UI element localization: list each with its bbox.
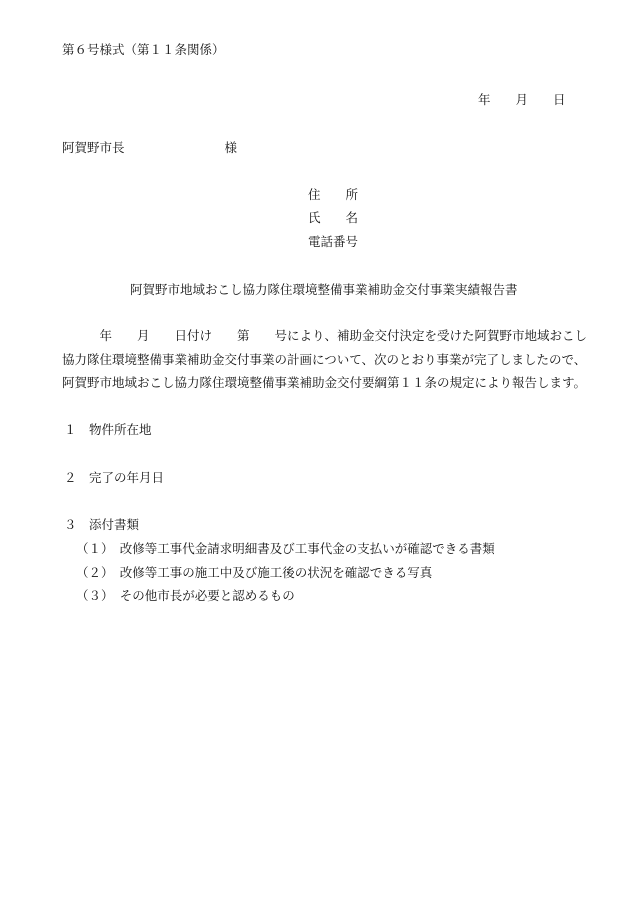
date-line: 年 月 日 — [478, 92, 566, 107]
attachment-list — [76, 543, 495, 614]
body-line: 年 月 日付け 第 号により、補助金交付決定を受けた阿賀野市地域おこし — [62, 328, 588, 343]
document-title: 阿賀野市地域おこし協力隊住環境整備事業補助金交付事業実績報告書 — [130, 282, 518, 297]
section-property-location: １ 物件所在地 — [64, 422, 152, 437]
phone-label: 電話番号 — [308, 234, 359, 249]
body-paragraph — [62, 328, 588, 401]
section-attachments: ３ 添付書類 — [64, 517, 140, 532]
addressee: 阿賀野市長 様 — [62, 140, 238, 155]
form-number: 第６号様式（第１１条関係） — [62, 42, 225, 57]
address-label: 住 所 — [308, 187, 359, 202]
attachment-item: （２） 改修等工事の施工中及び施工後の状況を確認できる写真 — [76, 564, 433, 580]
attachment-item: （１） 改修等工事代金請求明細書及び工事代金の支払いが確認できる書類 — [76, 541, 495, 556]
body-line: 阿賀野市地域おこし協力隊住環境整備事業補助金交付要綱第１１条の規定により報告します。 — [62, 375, 587, 390]
body-line: 協力隊住環境整備事業補助金交付事業の計画について、次のとおり事業が完了しましたので、 — [62, 351, 587, 367]
attachment-item: （３） その他市長が必要と認めるもの — [76, 588, 295, 603]
name-label: 氏 名 — [308, 210, 359, 225]
section-completion-date: ２ 完了の年月日 — [64, 470, 165, 485]
